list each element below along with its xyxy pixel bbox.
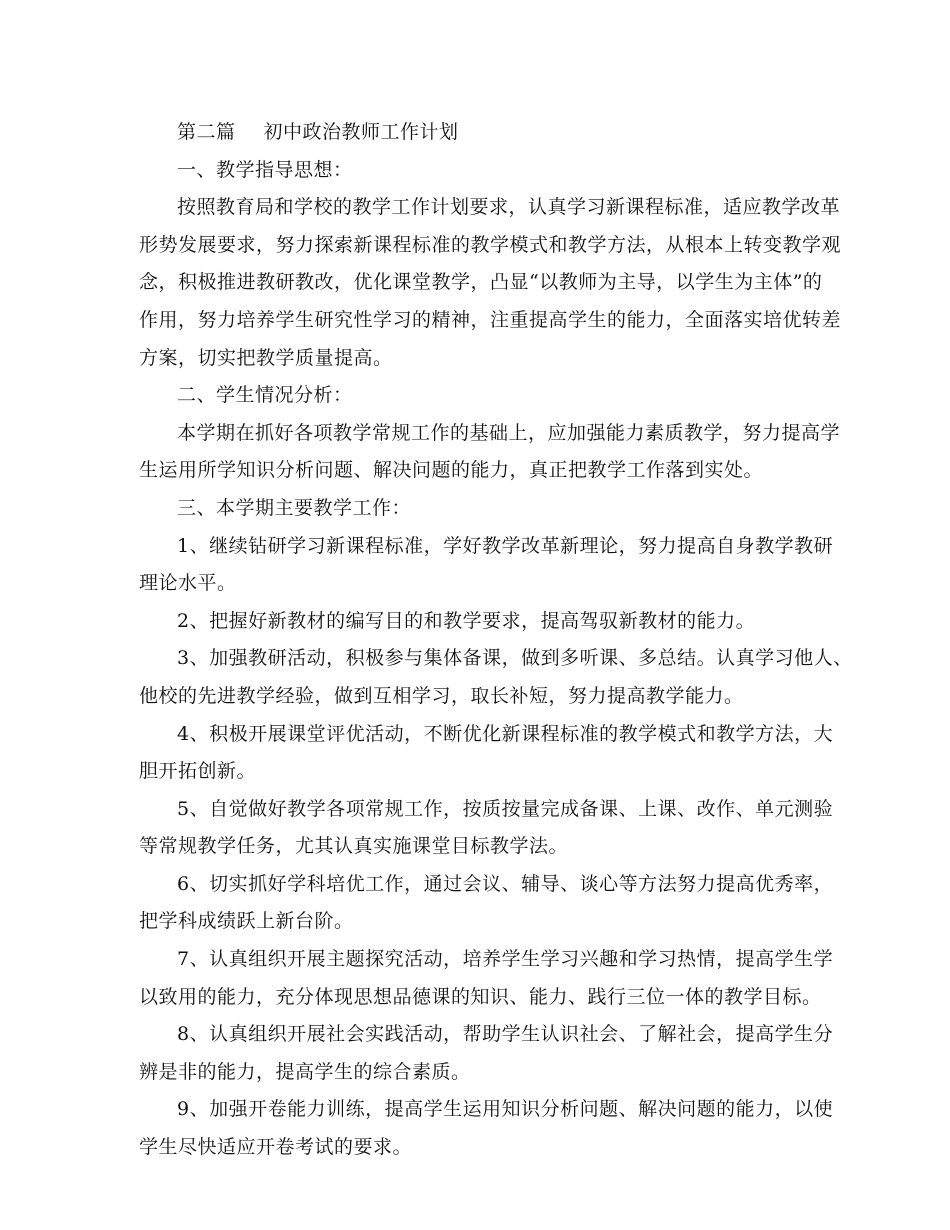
- paragraph: [139, 189, 842, 377]
- paragraph-line: 形势发展要求，努力探索新课程标准的教学模式和教学方法，从根本上转变教学观: [139, 233, 842, 256]
- paragraph-line: 8、认真组织开展社会实践活动，帮助学生认识社会、了解社会，提高学生分: [177, 1023, 834, 1046]
- paragraph-line: 按照教育局和学校的教学工作计划要求，认真学习新课程标准，适应教学改革: [177, 196, 841, 219]
- document-title: [139, 114, 829, 152]
- list-item: [139, 640, 853, 715]
- paragraph-line: 5、自觉做好教学各项常规工作，按质按量完成备课、上课、改作、单元测验: [177, 797, 834, 820]
- paragraph-line: 本学期在抓好各项教学常规工作的基础上，应加强能力素质教学，努力提高学: [177, 421, 841, 444]
- paragraph-line: 胆开拓创新。: [139, 760, 257, 783]
- list-item: [139, 866, 834, 941]
- section-heading: 一、教学指导思想：: [177, 158, 353, 181]
- list-item: [139, 791, 834, 866]
- section-heading: 三、本学期主要教学工作：: [177, 496, 412, 519]
- paragraph-line: 以致用的能力，充分体现思想品德课的知识、能力、践行三位一体的教学目标。: [139, 985, 822, 1008]
- paragraph-line: 4、积极开展课堂评优活动，不断优化新课程标准的教学模式和教学方法，大: [177, 722, 834, 745]
- paragraph-line: 6、切实抓好学科培优工作，通过会议、辅导、谈心等方法努力提高优秀率，: [177, 872, 834, 895]
- list-item: [139, 941, 834, 1016]
- paragraph-line: 把学科成绩跃上新台阶。: [139, 910, 354, 933]
- document-body: [139, 114, 853, 1167]
- paragraph-line: 作用，努力培养学生研究性学习的精神，注重提高学生的能力，全面落实培优转差: [139, 308, 842, 331]
- list-item: [139, 1016, 834, 1091]
- paragraph-line: 生运用所学知识分析问题、解决问题的能力，真正把教学工作落到实处。: [139, 459, 764, 482]
- paragraph-line: 7、认真组织开展主题探究活动，培养学生学习兴趣和学习热情，提高学生学: [177, 948, 834, 971]
- paragraph-line: 学生尽快适应开卷考试的要求。: [139, 1136, 413, 1159]
- paragraph: [139, 415, 841, 490]
- list-item: [139, 528, 834, 603]
- section-heading: 二、学生情况分析：: [177, 384, 353, 407]
- list-item: [139, 603, 829, 641]
- paragraph-line: 2、把握好新教材的编写目的和教学要求，提高驾驭新教材的能力。: [177, 609, 756, 632]
- paragraph-line: 9、加强开卷能力训练，提高学生运用知识分析问题、解决问题的能力，以使: [177, 1098, 834, 1121]
- list-item: [139, 1091, 834, 1166]
- list-item: [139, 716, 834, 791]
- paragraph-line: 念，积极推进教研教改，优化课堂教学，凸显“以教师为主导，以学生为主体”的: [139, 271, 823, 294]
- paragraph-line: 等常规教学任务，尤其认真实施课堂目标教学法。: [139, 835, 569, 858]
- paragraph-line: 3、加强教研活动，积极参与集体备课，做到多听课、多总结。认真学习他人、: [177, 647, 853, 670]
- paragraph-line: 理论水平。: [139, 572, 237, 595]
- title-text: 初中政治教师工作计划: [263, 121, 459, 143]
- paragraph-line: 他校的先进教学经验，做到互相学习，取长补短，努力提高教学能力。: [139, 684, 744, 707]
- paragraph-line: 1、继续钻研学习新课程标准，学好教学改革新理论，努力提高自身教学教研: [177, 534, 834, 557]
- paragraph-line: 方案，切实把教学质量提高。: [139, 346, 393, 369]
- paragraph-line: 辨是非的能力，提高学生的综合素质。: [139, 1060, 471, 1083]
- title-part: 第二篇: [177, 121, 236, 143]
